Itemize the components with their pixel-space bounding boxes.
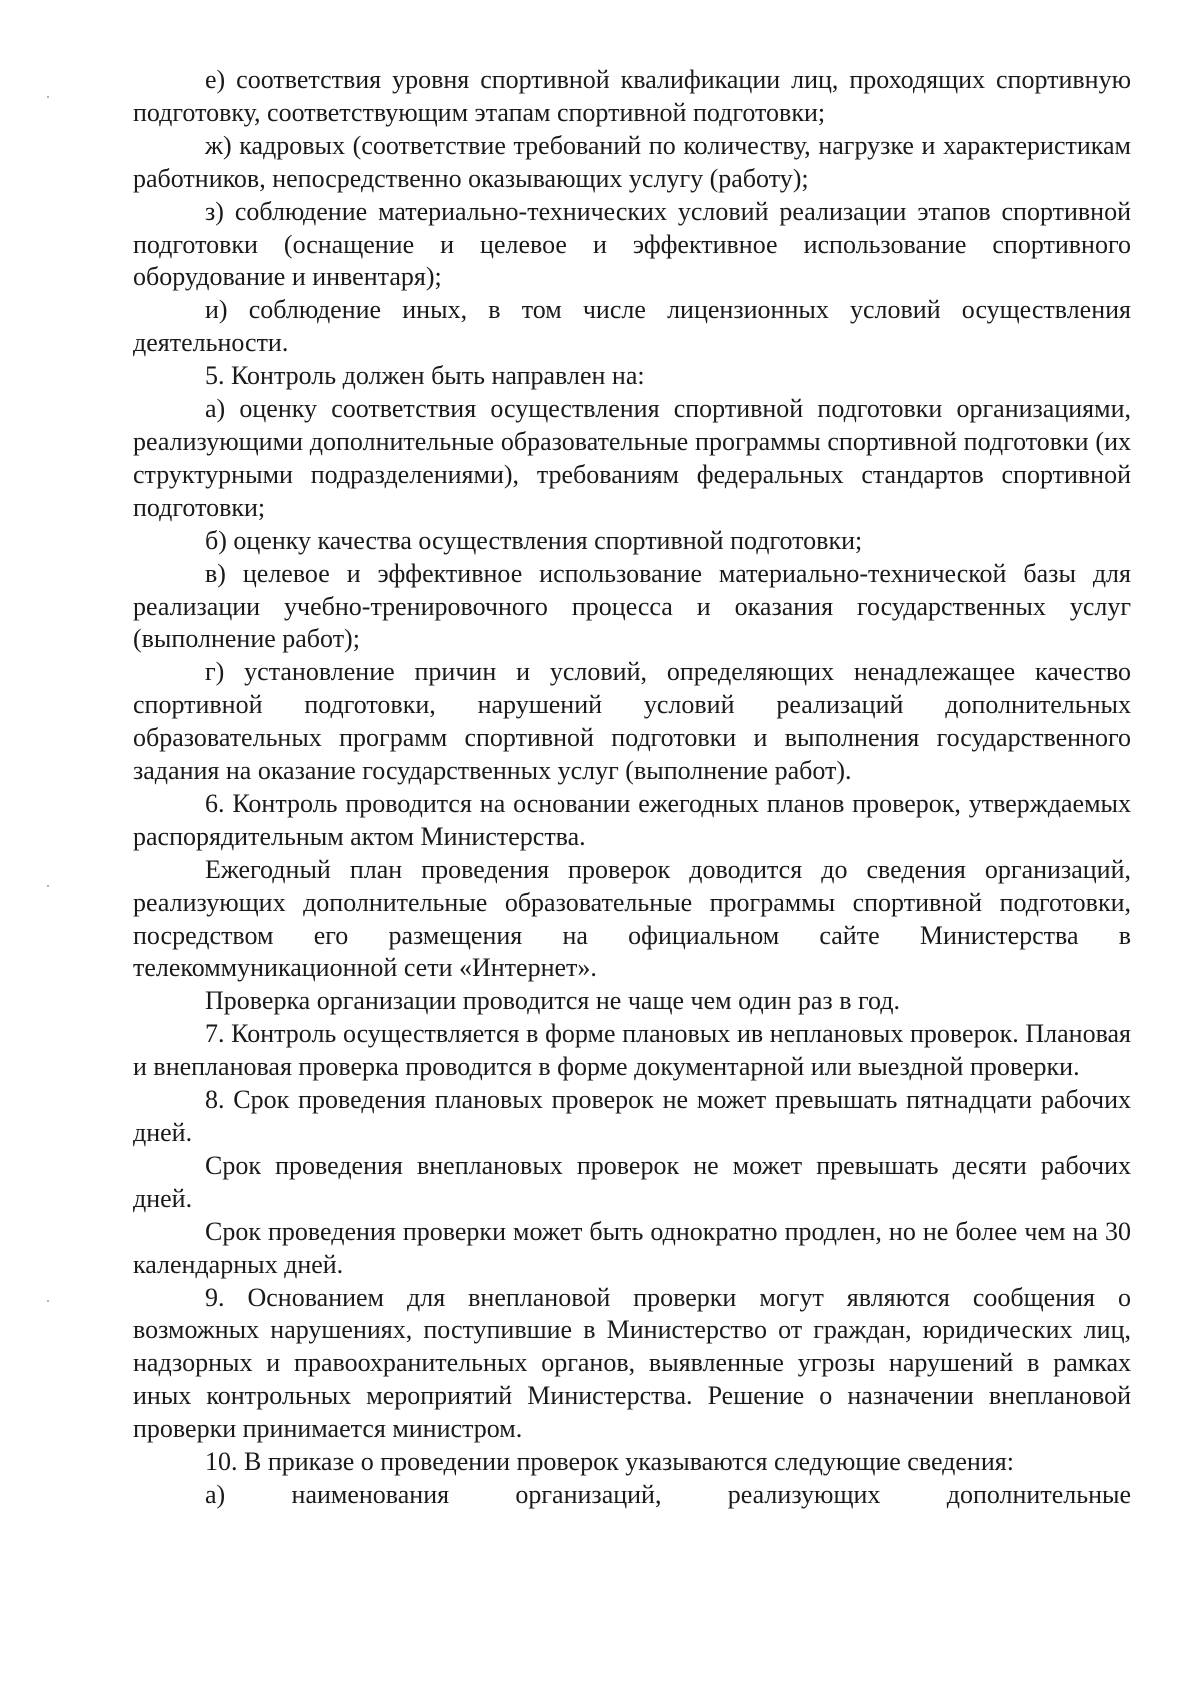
paragraph-5a-compliance: а) оценку соответствия осуществления спортивной подготовки организациями, реализующими дополнительные образовательные программы спортивной подготовки (их структурными подразделениями), требованиям федеральных стандартов спортивной подготовки; — [133, 394, 1131, 522]
paragraph-5v-material-base: в) целевое и эффективное использование материально-технической базы для реализации учебно-тренировочного процесса и оказания государственных услуг (выполнение работ); — [133, 558, 1131, 654]
paragraph-10a-organizations: а) наименования организаций, реализующих дополнительные — [205, 1479, 1131, 1509]
paragraph-5-control-aims: 5. Контроль должен быть направлен на: — [205, 361, 645, 391]
paragraph-5b-quality: б) оценку качества осуществления спортивной подготовки; — [205, 525, 863, 555]
paragraph-7-control-form: 7. Контроль осуществляется в форме плановых ив неплановых проверок. Плановая и внеплановая проверка проводится в форме документарной или выездной проверки. — [133, 1019, 1131, 1082]
paragraph-8-unplanned-term: Срок проведения внеплановых проверок не может превышать десяти рабочих дней. — [133, 1150, 1131, 1213]
paragraph-8-extension: Срок проведения проверки может быть однократно продлен, но не более чем на 30 календарных дней. — [133, 1216, 1131, 1279]
paragraph-8-planned-term: 8. Срок проведения плановых проверок не может превышать пятнадцати рабочих дней. — [133, 1085, 1131, 1147]
document-body — [133, 64, 1131, 1512]
scan-speck — [47, 885, 49, 887]
paragraph-e-qualification: е) соответствия уровня спортивной квалификации лиц, проходящих спортивную подготовку, соответствующим этапам спортивной подготовки; — [133, 65, 1131, 127]
scan-speck — [47, 1300, 49, 1302]
paragraph-z-material-conditions: з) соблюдение материально-технических условий реализации этапов спортивной подготовки (оснащение и целевое и эффективное использование спортивного оборудование и инвентаря); — [133, 196, 1131, 292]
paragraph-6-plan-publication: Ежегодный план проведения проверок доводится до сведения организаций, реализующих дополнительные образовательные программы спортивной подготовки, посредством его размещения на официальном сайте Министерства в телекоммуникационной сети «Интернет». — [133, 854, 1131, 983]
paragraph-6-annual-plans: 6. Контроль проводится на основании ежегодных планов проверок, утверждаемых распорядительным актом Министерства. — [133, 788, 1131, 851]
paragraph-9-grounds: 9. Основанием для внеплановой проверки могут являются сообщения о возможных нарушениях, поступившие в Министерство от граждан, юридических лиц, надзорных и правоохранительных органов, выявленные угрозы нарушений в рамках иных контрольных мероприятий Министерства. Решение о назначении внеплановой проверки принимается министром. — [133, 1282, 1131, 1444]
scan-speck — [47, 96, 49, 98]
paragraph-6-frequency: Проверка организации проводится не чаще чем один раз в год. — [205, 986, 900, 1016]
paragraph-zh-staffing: ж) кадровых (соответствие требований по количеству, нагрузке и характеристикам работников, непосредственно оказывающих услугу (работу); — [133, 130, 1131, 193]
paragraph-5g-causes: г) установление причин и условий, определяющих ненадлежащее качество спортивной подготовки, нарушений условий реализаций дополнительных образовательных программ спортивной подготовки и выполнения государственного задания на оказание государственных услуг (выполнение работ). — [133, 657, 1131, 786]
paragraph-i-other-conditions: и) соблюдение иных, в том числе лицензионных условий осуществления деятельности. — [133, 295, 1131, 358]
paragraph-10-order-details: 10. В приказе о проведении проверок указываются следующие сведения: — [205, 1447, 1014, 1477]
